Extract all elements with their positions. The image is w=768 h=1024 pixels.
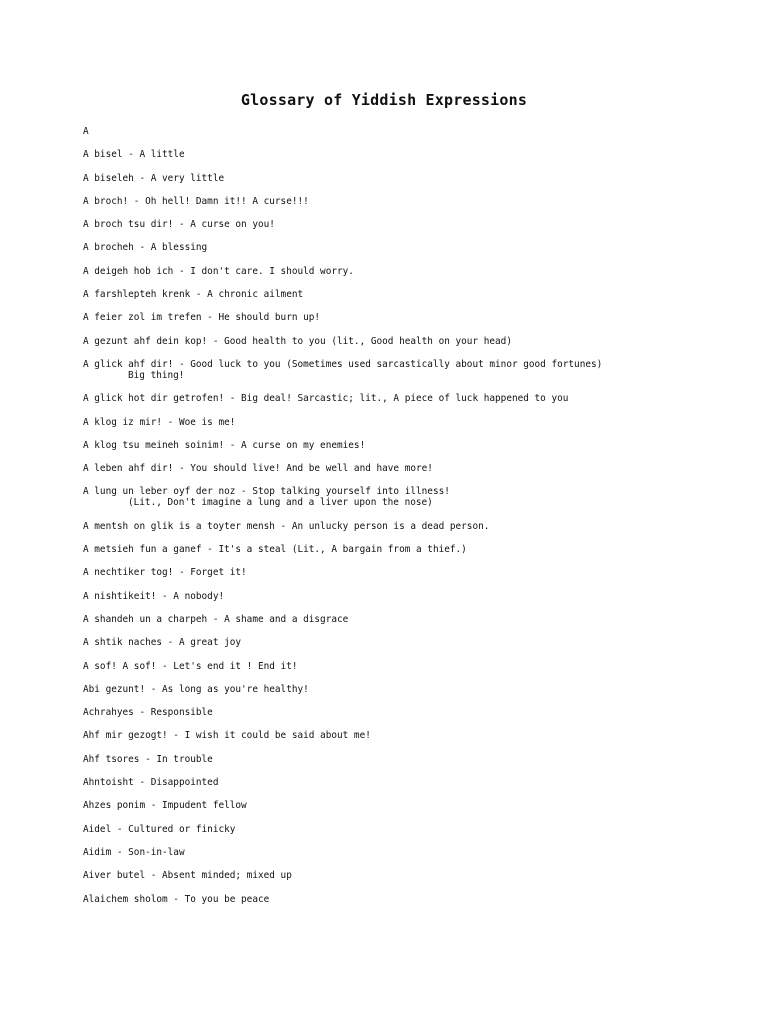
glossary-entry xyxy=(83,800,723,811)
entry-text: A broch tsu dir! - A curse on you! xyxy=(83,219,275,231)
entry-text: A bisel - A little xyxy=(83,149,185,161)
entry-text: A deigeh hob ich - I don't care. I should worry. xyxy=(83,265,354,277)
glossary-entry xyxy=(83,289,723,300)
entry-text: A broch! - Oh hell! Damn it!! A curse!!! xyxy=(83,195,309,207)
glossary-entry xyxy=(83,242,723,253)
entry-text: Ahf tsores - In trouble xyxy=(83,753,213,765)
glossary-entry xyxy=(83,173,723,184)
entry-text: A leben ahf dir! - You should live! And be well and have more! xyxy=(83,463,433,475)
entry-text: A mentsh on glik is a toyter mensh - An unlucky person is a dead person. xyxy=(83,520,490,532)
entry-text: Aiver butel - Absent minded; mixed up xyxy=(83,870,292,882)
entry-continuation: Big thing! xyxy=(128,369,185,381)
entry-text: A metsieh fun a ganef - It's a steal (Lit., A bargain from a thief.) xyxy=(83,544,467,556)
glossary-entry xyxy=(83,777,723,788)
glossary-entry xyxy=(83,847,723,858)
entry-text: A biseleh - A very little xyxy=(83,172,225,184)
entry-text: A glick ahf dir! - Good luck to you (Sometimes used sarcastically about minor good fortunes) xyxy=(83,358,603,370)
entry-text: A sof! A sof! - Let's end it ! End it! xyxy=(83,660,298,672)
glossary-entry xyxy=(83,440,723,451)
entry-text: A glick hot dir getrofen! - Big deal! Sarcastic; lit., A piece of luck happened to you xyxy=(83,393,569,405)
glossary-entry xyxy=(83,486,723,508)
entry-text: A nechtiker tog! - Forget it! xyxy=(83,567,247,579)
section-letter: A xyxy=(83,126,89,137)
entry-text: Ahntoisht - Disappointed xyxy=(83,777,219,789)
entry-text: A shtik naches - A great joy xyxy=(83,637,242,649)
entry-text: A shandeh un a charpeh - A shame and a disgrace xyxy=(83,613,349,625)
glossary-entry xyxy=(83,870,723,881)
glossary-entry xyxy=(83,684,723,695)
entry-text: Alaichem sholom - To you be peace xyxy=(83,893,270,905)
glossary-entry xyxy=(83,637,723,648)
glossary-entry xyxy=(83,417,723,428)
entry-text: Ahzes ponim - Impudent fellow xyxy=(83,800,247,812)
glossary-entry xyxy=(83,266,723,277)
entry-text: Aidim - Son-in-law xyxy=(83,846,185,858)
glossary-entry xyxy=(83,463,723,474)
glossary-entry xyxy=(83,591,723,602)
entry-text: A feier zol im trefen - He should burn up! xyxy=(83,312,321,324)
glossary-entry xyxy=(83,544,723,555)
glossary-entry xyxy=(83,707,723,718)
entry-text: A nishtikeit! - A nobody! xyxy=(83,590,225,602)
glossary-entry xyxy=(83,567,723,578)
glossary-list xyxy=(83,126,723,917)
glossary-entry xyxy=(83,312,723,323)
entry-text: A lung un leber oyf der noz - Stop talking yourself into illness! xyxy=(83,486,450,498)
entry-text: A farshlepteh krenk - A chronic ailment xyxy=(83,289,304,301)
glossary-entry xyxy=(83,219,723,230)
glossary-entry xyxy=(83,359,723,381)
entry-text: A klog tsu meineh soinim! - A curse on my enemies! xyxy=(83,439,366,451)
glossary-entry xyxy=(83,336,723,347)
glossary-entry xyxy=(83,894,723,905)
entry-text: A klog iz mir! - Woe is me! xyxy=(83,416,236,428)
entry-text: Ahf mir gezogt! - I wish it could be said about me! xyxy=(83,730,371,742)
glossary-entry xyxy=(83,149,723,160)
glossary-entry xyxy=(83,614,723,625)
glossary-entry xyxy=(83,393,723,404)
glossary-entry xyxy=(83,661,723,672)
entry-text: A gezunt ahf dein kop! - Good health to you (lit., Good health on your head) xyxy=(83,335,512,347)
entry-text: A brocheh - A blessing xyxy=(83,242,208,254)
glossary-entry xyxy=(83,730,723,741)
entry-text: Abi gezunt! - As long as you're healthy! xyxy=(83,683,309,695)
entry-text: Achrahyes - Responsible xyxy=(83,707,213,719)
glossary-entry xyxy=(83,196,723,207)
glossary-entry xyxy=(83,521,723,532)
glossary-entry xyxy=(83,824,723,835)
entry-text: Aidel - Cultured or finicky xyxy=(83,823,236,835)
page-title: Glossary of Yiddish Expressions xyxy=(240,91,528,109)
entry-continuation: (Lit., Don't imagine a lung and a liver upon the nose) xyxy=(128,497,433,509)
glossary-entry xyxy=(83,754,723,765)
